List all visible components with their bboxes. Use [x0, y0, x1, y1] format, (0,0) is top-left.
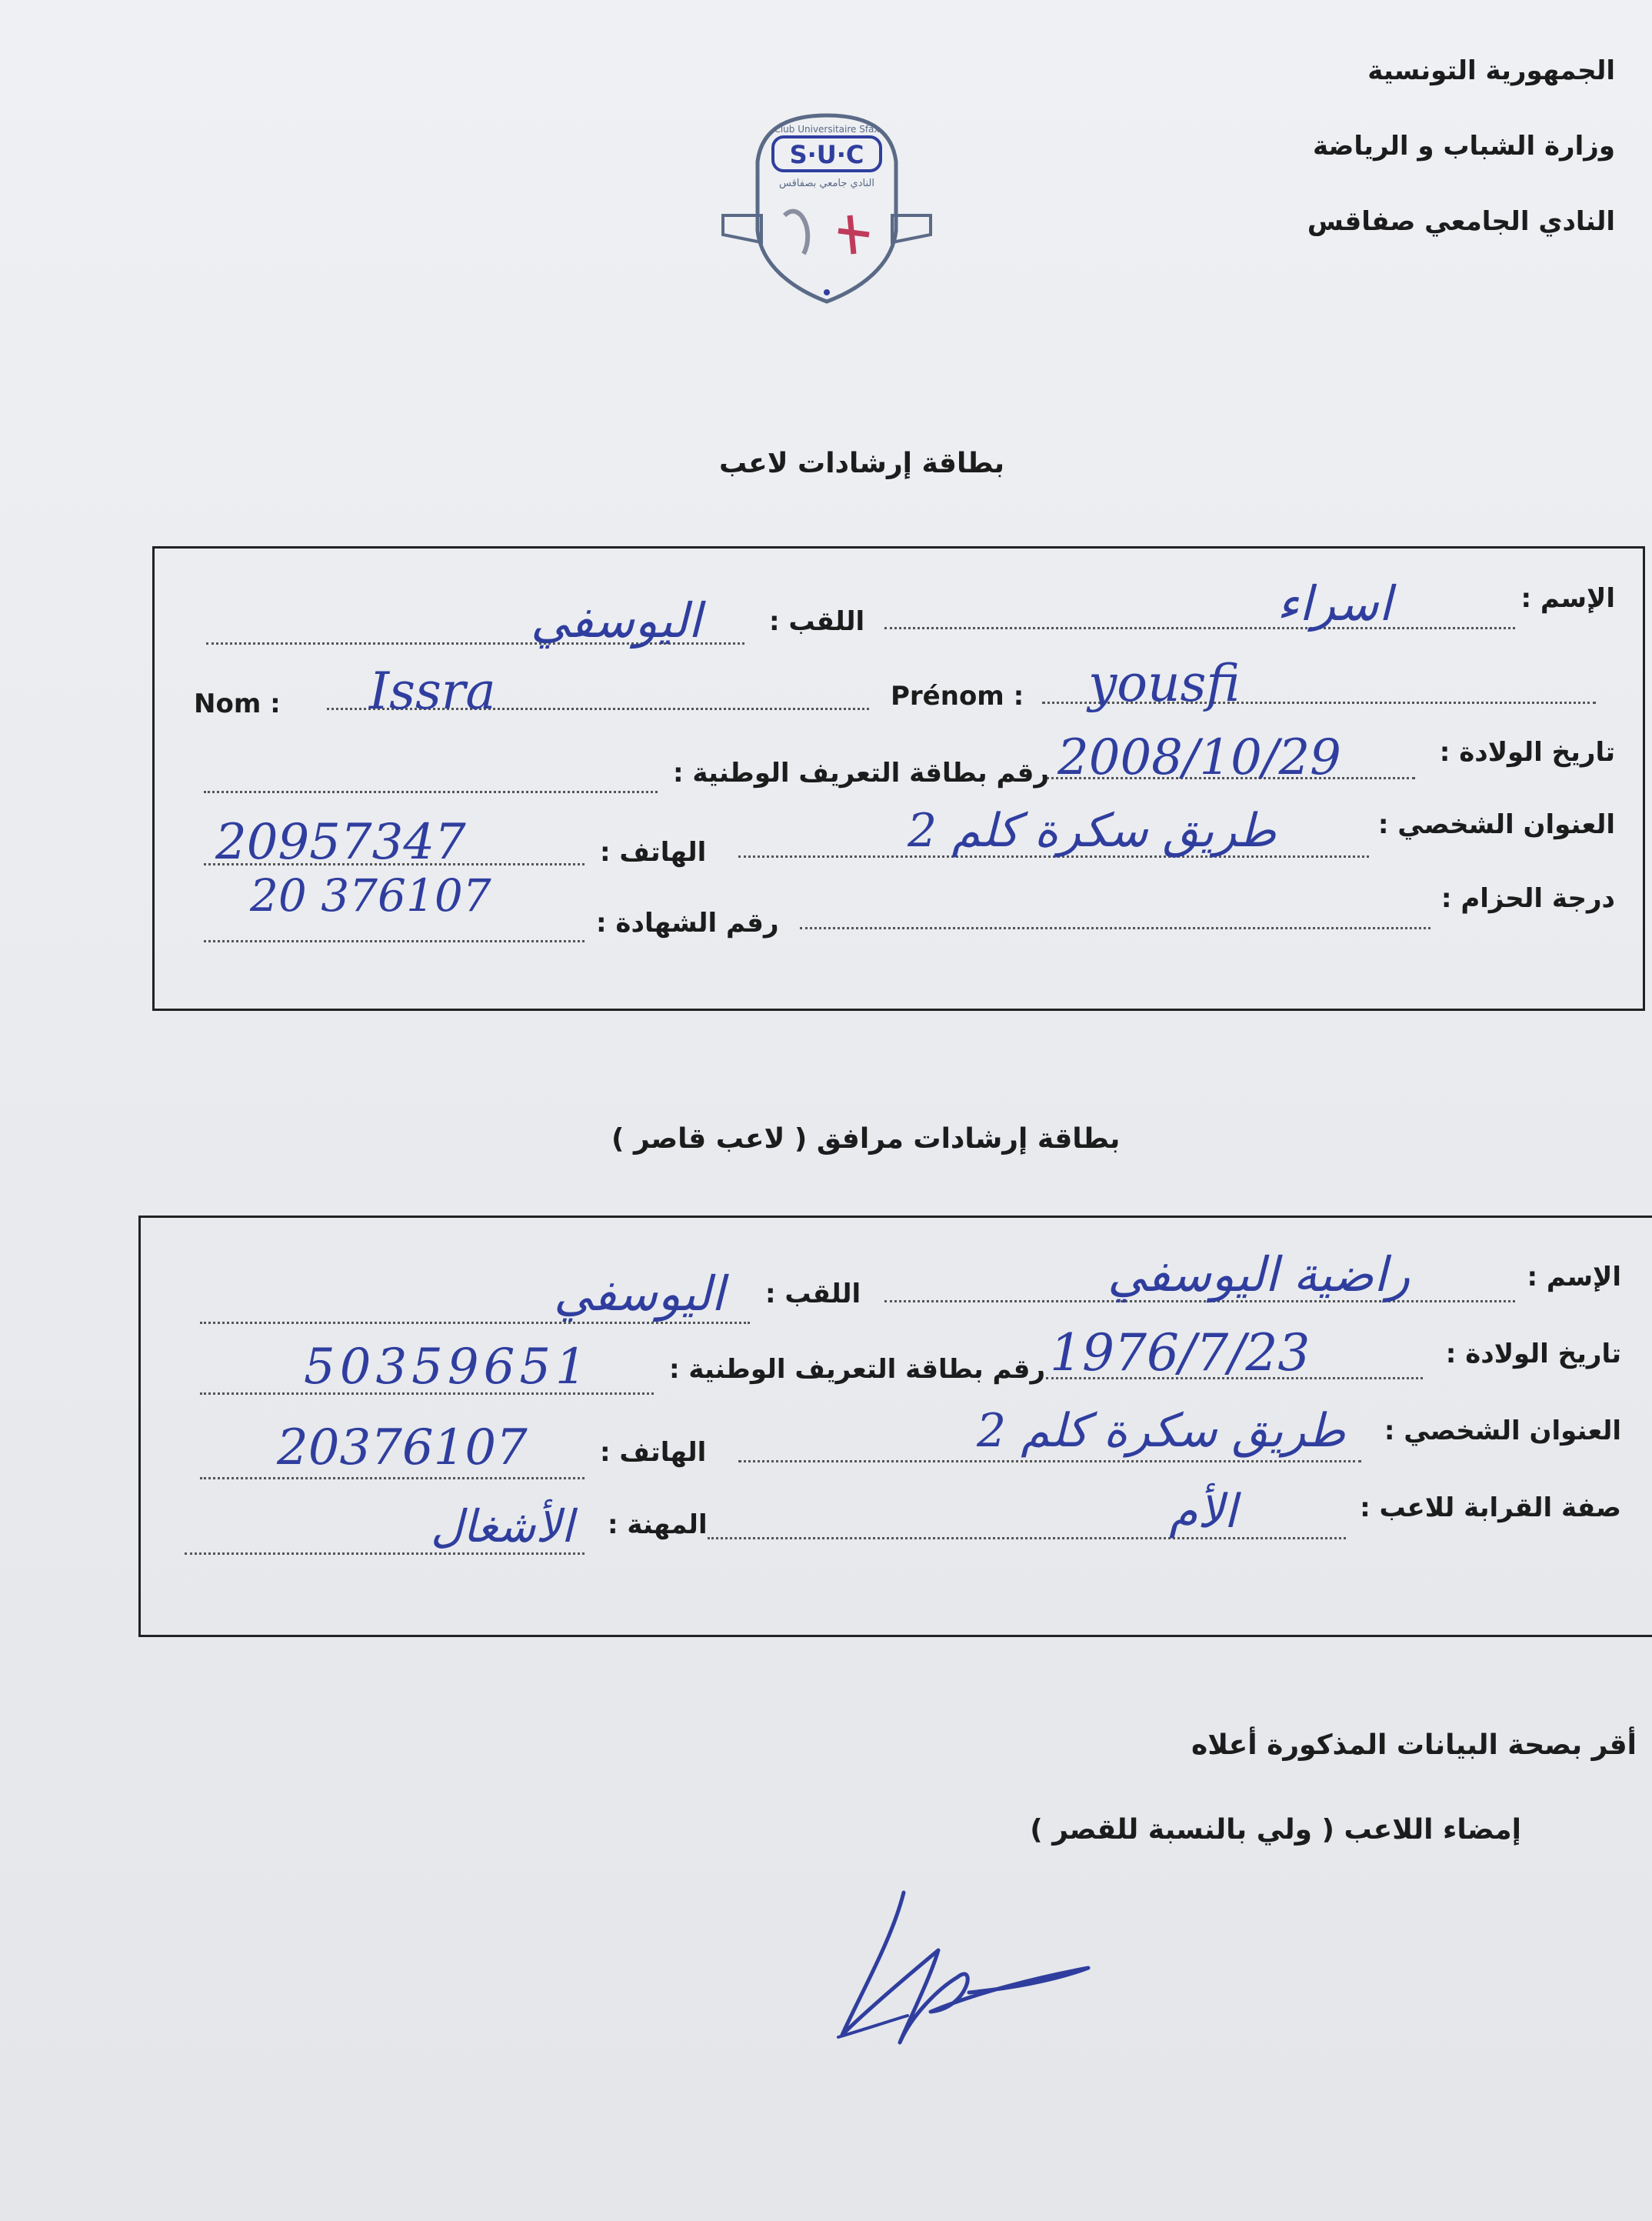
player-address-label: العنوان الشخصي :	[1377, 809, 1615, 840]
guardian-profession-line	[185, 1552, 585, 1555]
guardian-phone-value: 20376107	[277, 1419, 528, 1476]
player-surname-label: اللقب :	[769, 606, 865, 637]
guardian-address-label: العنوان الشخصي :	[1384, 1416, 1621, 1446]
player-phone2-value: 20 376107	[250, 869, 491, 922]
guardian-surname-line	[200, 1322, 750, 1324]
guardian-surname-label: اللقب :	[765, 1279, 861, 1309]
player-phone-label: الهاتف :	[600, 837, 707, 868]
signature-label: إمضاء اللاعب ( ولي بالنسبة للقصر )	[1030, 1814, 1521, 1846]
guardian-phone-line	[200, 1477, 585, 1479]
guardian-card-title: بطاقة إرشادات مرافق ( لاعب قاصر )	[611, 1123, 1121, 1155]
player-phone1-value: 20957347	[215, 814, 466, 871]
player-address-value: طريق سكرة كلم 2	[908, 804, 1277, 858]
logo-top-text: Club Universitaire Sfax	[774, 124, 880, 135]
player-prenom-value: yousfi	[1088, 654, 1241, 713]
guardian-profession-value: الأشغال	[431, 1500, 574, 1552]
guardian-id-value: 50359651	[304, 1339, 591, 1396]
guardian-birthdate-label: تاريخ الولادة :	[1445, 1339, 1621, 1369]
guardian-id-label: رقم بطاقة التعريف الوطنية :	[669, 1354, 1046, 1385]
guardian-name-value: راضية اليوسفي	[1107, 1246, 1411, 1302]
header-ministry: وزارة الشباب و الرياضة	[1312, 131, 1615, 162]
player-certificate-line	[204, 940, 585, 942]
logo-subtitle: النادي جامعي بصفاقس	[779, 178, 874, 189]
declaration-statement: أقر بصحة البيانات المذكورة أعلاه	[1191, 1729, 1637, 1761]
guardian-profession-label: المهنة :	[608, 1509, 708, 1540]
guardian-address-line	[738, 1460, 1361, 1462]
player-id-label: رقم بطاقة التعريف الوطنية :	[673, 758, 1050, 789]
player-surname-value: اليوسفي	[531, 592, 701, 649]
player-birthdate-value: 2008/10/29	[1057, 729, 1341, 786]
guardian-phone-label: الهاتف :	[600, 1437, 707, 1468]
player-name-value: اسراء	[1277, 575, 1392, 632]
player-id-line	[204, 791, 658, 793]
guardian-relation-label: صفة القرابة للاعب :	[1360, 1492, 1621, 1523]
player-belt-line	[800, 927, 1431, 929]
player-name-line	[884, 627, 1515, 629]
guardian-relation-line	[708, 1537, 1346, 1539]
header-club: النادي الجامعي صفاقس	[1307, 206, 1615, 237]
player-birthdate-label: تاريخ الولادة :	[1439, 737, 1615, 768]
player-nom-value: Issra	[369, 662, 496, 721]
header-republic: الجمهورية التونسية	[1367, 55, 1615, 86]
guardian-relation-value: الأم	[1169, 1485, 1237, 1539]
player-prenom-label: Prénom :	[891, 681, 1024, 712]
logo-text: S·U·C	[789, 140, 864, 169]
player-card-title: بطاقة إرشادات لاعب	[719, 448, 1005, 479]
guardian-surname-value: اليوسفي	[554, 1266, 724, 1322]
player-certificate-label: رقم الشهادة :	[596, 908, 779, 939]
club-logo	[715, 100, 938, 315]
guardian-address-value: طريق سكرة كلم 2	[977, 1404, 1346, 1458]
handwritten-signature	[823, 1877, 1115, 2046]
player-nom-label: Nom :	[194, 689, 281, 719]
guardian-birthdate-value: 1976/7/23	[1050, 1323, 1311, 1382]
player-name-label: الإسم :	[1520, 583, 1615, 614]
guardian-name-label: الإسم :	[1527, 1262, 1621, 1292]
player-belt-label: درجة الحزام :	[1441, 883, 1615, 914]
